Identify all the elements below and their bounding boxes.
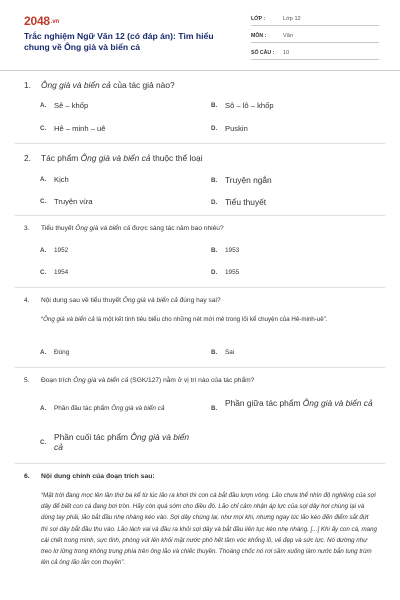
question-number: 4. [24, 297, 30, 304]
answer-option[interactable] [40, 101, 88, 110]
info-label: SỐ CÂU : [251, 50, 275, 56]
question-pre: Tác phẩm [41, 153, 81, 163]
question-pre: Nội dung sau về tiểu thuyết [41, 297, 123, 304]
answer-option[interactable] [40, 432, 200, 452]
work-title: Ông già và biển cả [122, 297, 178, 304]
logo-sub: .vn [50, 18, 59, 25]
page-header [0, 0, 400, 70]
answer-letter: A. [40, 247, 47, 254]
question-3 [24, 225, 380, 232]
answer-letter: C. [40, 269, 47, 276]
work-title: Ông già và biển cả [41, 80, 111, 90]
question-text [24, 153, 380, 163]
question-1 [24, 80, 380, 90]
work-title: Ông già và biển cả [80, 153, 151, 163]
answer-letter: A. [40, 405, 47, 412]
question-text [24, 225, 380, 232]
question-number: 2. [24, 153, 31, 163]
work-title: Ông già và biển cả [54, 432, 190, 452]
answer-text: 1954 [54, 269, 69, 276]
answer-letter: D. [211, 269, 218, 276]
answer-letter: B. [211, 176, 218, 184]
question-post: (SGK/127) nằm ở vị trí nào của tác phẩm? [128, 377, 255, 384]
question-quote [41, 314, 377, 325]
question-number: 1. [24, 80, 31, 90]
answer-letter: A. [40, 349, 47, 356]
passage-text: “Mặt trời đang mọc lên lần thứ ba kể từ lúc lão ra khơi thì con cá bắt đầu lượn vòng. Lão chưa thể nhìn độ nghiêng của sợi dây để biết con cá đang bơi tròn. Hãy còn quá sớm cho điều đó. Lão chỉ cảm nhận áp lực của sợi dây hơi chùng lại và dùng tay phải, lão bắt đầu nhẹ nhàng kéo vào. Sợi dây chùng lại, như mọi khi, nhưng ngay lúc lão kéo đến điểm sắt đứt thì sợi dây bắt đầu thu vào. Lão lách vai và đầu ra khỏi sợi dây và bắt đầu liên tục kéo nhẹ nhàng. [...] Khi ấy con cá, mang cái chết trong mình, sực tỉnh, phóng vút lên khỏi mặt nước phô hết tầm vóc khổng lồ, vẻ đẹp và sức lực. Nó dường như treo lơ lửng trong không trung phía trên ông lão và chiếc thuyền. Thoáng chốc nó rơi sầm xuống làm nước bắn tung trùm lên cả ông lão lẫn con thuyền”. [41, 492, 377, 567]
answer-text: Tiểu thuyết [225, 197, 267, 207]
info-value: Văn [283, 33, 293, 39]
header-divider [0, 70, 400, 71]
question-text [24, 377, 380, 384]
answer-option[interactable] [211, 197, 266, 207]
answer-option[interactable] [211, 124, 248, 133]
answer-text: Hê – minh – uê [54, 124, 106, 133]
answer-letter: B. [211, 405, 218, 412]
answer-option[interactable] [40, 349, 69, 356]
question-text [24, 473, 380, 480]
answer-text: Phần cuối tác phẩm [54, 432, 131, 442]
answer-option[interactable] [40, 405, 165, 412]
answer-letter: C. [40, 198, 47, 205]
answer-option[interactable] [40, 269, 68, 276]
info-label: MÔN : [251, 33, 267, 39]
question-text [24, 80, 380, 90]
info-row-class [251, 13, 379, 26]
question-text [24, 297, 380, 304]
answer-text: Phần đầu tác phẩm [54, 405, 112, 412]
answer-text: Đúng [54, 349, 70, 356]
site-logo[interactable] [24, 14, 59, 28]
answer-text: Truyện ngắn [225, 175, 272, 185]
answer-letter: B. [211, 349, 218, 356]
answer-text: 1953 [225, 247, 240, 254]
answer-option[interactable] [40, 197, 93, 206]
question-post: thuộc thể loại [150, 153, 203, 163]
answer-option[interactable] [211, 247, 239, 254]
question-5 [24, 377, 380, 384]
info-label: LỚP : [251, 16, 266, 22]
answer-letter: A. [40, 176, 47, 183]
question-title: Nội dung chính của đoạn trích sau: [41, 473, 155, 480]
divider [15, 215, 385, 216]
info-row-subject [251, 30, 379, 43]
divider [15, 287, 385, 288]
question-2 [24, 153, 380, 163]
answer-text: Sê – khốp [54, 101, 89, 110]
work-title: Ông già và biển cả [43, 316, 95, 323]
answer-text: 1955 [225, 269, 240, 276]
answer-option[interactable] [211, 269, 239, 276]
answer-option[interactable] [211, 349, 234, 356]
answer-letter: B. [211, 102, 218, 109]
answer-text: Truyện vừa [54, 197, 93, 206]
answer-letter: B. [211, 247, 218, 254]
question-number: 6. [24, 473, 30, 480]
question-post: đúng hay sai? [177, 297, 221, 304]
answer-option[interactable] [211, 175, 272, 185]
answer-letter: D. [211, 125, 218, 132]
quote-open: “ [41, 316, 44, 323]
answer-text: Puskin [225, 124, 248, 133]
question-number: 5. [24, 377, 30, 384]
answer-text: 1952 [54, 247, 69, 254]
work-title: Ông già và biển cả [302, 398, 373, 408]
answer-text: Sai [225, 349, 235, 356]
answer-letter: C. [40, 439, 47, 446]
work-title: Ông già và biển cả [111, 405, 165, 412]
question-6 [24, 473, 380, 480]
info-table [251, 13, 379, 64]
work-title: Ông già và biển cả [73, 377, 129, 384]
answer-option[interactable] [40, 247, 68, 254]
divider [15, 367, 385, 368]
divider [15, 463, 385, 464]
answer-text: Sô – lô – khốp [225, 101, 274, 110]
question-number: 3. [24, 225, 30, 232]
info-value: Lớp 12 [283, 16, 301, 22]
quote-close: ”. [323, 316, 328, 323]
answer-option[interactable] [211, 398, 381, 412]
question-post: của tác giả nào? [110, 80, 175, 90]
answer-option[interactable] [211, 101, 274, 110]
answer-letter: D. [211, 198, 218, 206]
info-value: 10 [283, 50, 290, 56]
answer-text: Phần giữa tác phẩm [225, 398, 303, 408]
info-row-count [251, 47, 379, 60]
quote-text: là một kết tinh tiêu biểu cho những nét mới mẻ trong lối kể chuyện của Hê-minh-uê [94, 316, 324, 323]
divider [15, 143, 385, 144]
logo-main: 2048 [24, 14, 50, 28]
work-title: Ông già và biển cả [75, 225, 131, 232]
answer-letter: A. [40, 102, 47, 109]
document-title: Trắc nghiệm Ngữ Văn 12 (có đáp án): Tìm hiểu chung về Ông già và biển cả [24, 31, 214, 52]
answer-text: Kịch [54, 175, 69, 184]
answer-letter: C. [40, 125, 47, 132]
question-pre: Đoạn trích [41, 377, 74, 384]
question-4 [24, 297, 380, 304]
answer-option[interactable] [40, 175, 69, 184]
answer-option[interactable] [40, 124, 106, 133]
question-post: được sáng tác năm bao nhiêu? [130, 225, 224, 232]
question-pre: Tiểu thuyết [41, 225, 76, 232]
